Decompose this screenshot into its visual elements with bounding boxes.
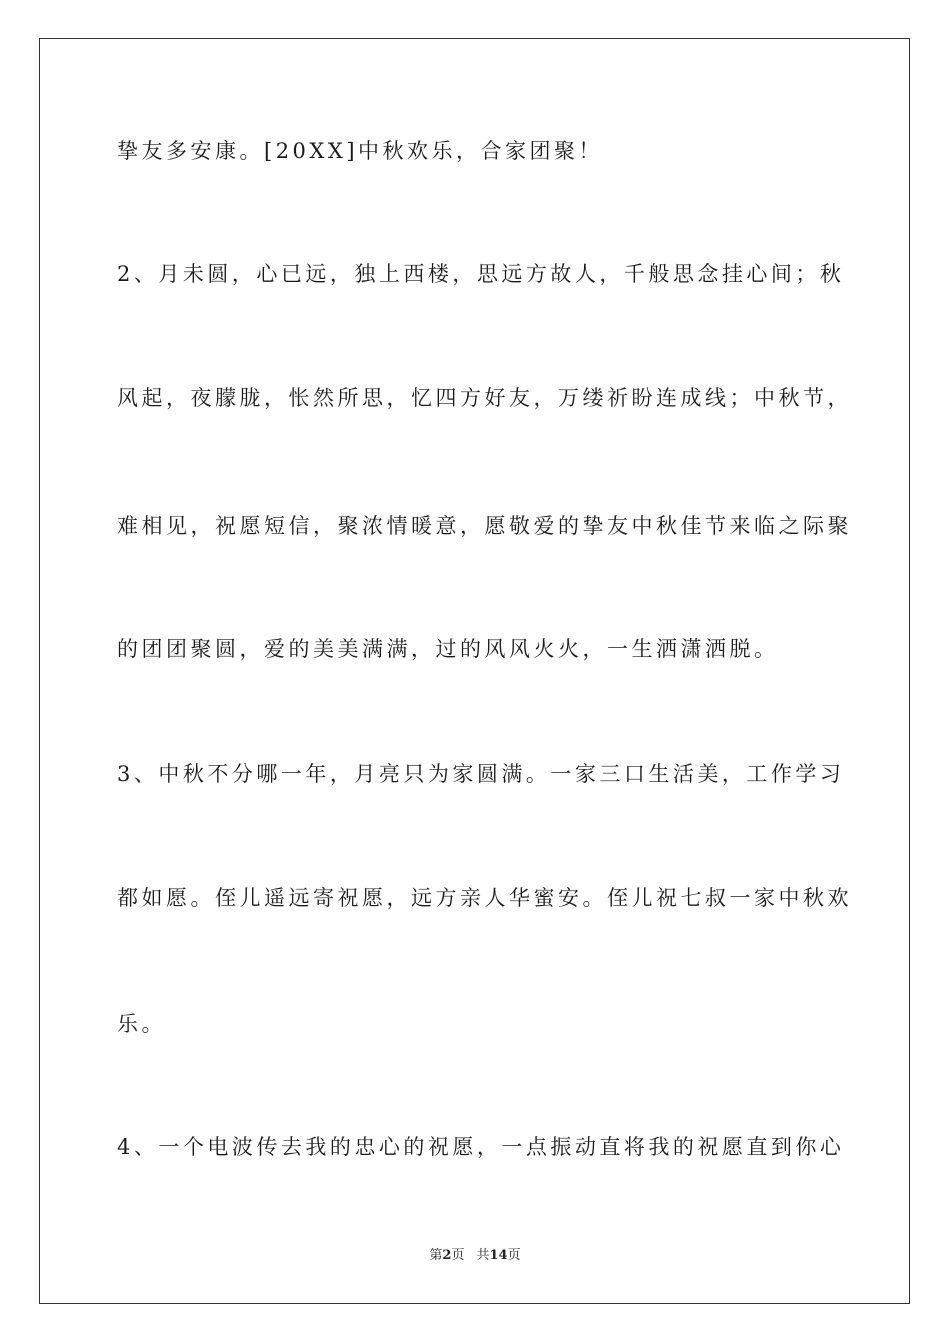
text-line-6: 3、中秋不分哪一年，月亮只为家圆满。一家三口生活美，工作学习 — [117, 762, 845, 786]
total-prefix: 共 — [476, 1248, 490, 1263]
page-prefix: 第 — [429, 1248, 443, 1263]
total-suffix: 页 — [507, 1248, 521, 1263]
total-pages: 14 — [489, 1248, 508, 1263]
text-line-9: 4、一个电波传去我的忠心的祝愿，一点振动直将我的祝愿直到你心 — [117, 1135, 845, 1159]
page-suffix: 页 — [451, 1248, 465, 1263]
page-footer — [0, 1247, 950, 1265]
text-line-1: 挚友多安康。[20XX]中秋欢乐，合家团聚！ — [117, 139, 604, 163]
text-line-3: 风起，夜朦胧，怅然所思，忆四方好友，万缕祈盼连成线；中秋节， — [117, 386, 852, 410]
page-number: 2 — [442, 1248, 452, 1263]
text-line-2: 2、月未圆，心已远，独上西楼，思远方故人，千般思念挂心间；秋 — [117, 262, 845, 286]
text-line-8: 乐。 — [117, 1012, 166, 1036]
text-line-5: 的团团聚圆，爱的美美满满，过的风风火火，一生洒潇洒脱。 — [117, 637, 779, 661]
page-border — [39, 38, 910, 1304]
text-line-4: 难相见，祝愿短信，聚浓情暖意，愿敬爱的挚友中秋佳节来临之际聚 — [117, 514, 852, 538]
text-line-7: 都如愿。侄儿遥远寄祝愿，远方亲人华蜜安。侄儿祝七叔一家中秋欢 — [117, 886, 852, 910]
